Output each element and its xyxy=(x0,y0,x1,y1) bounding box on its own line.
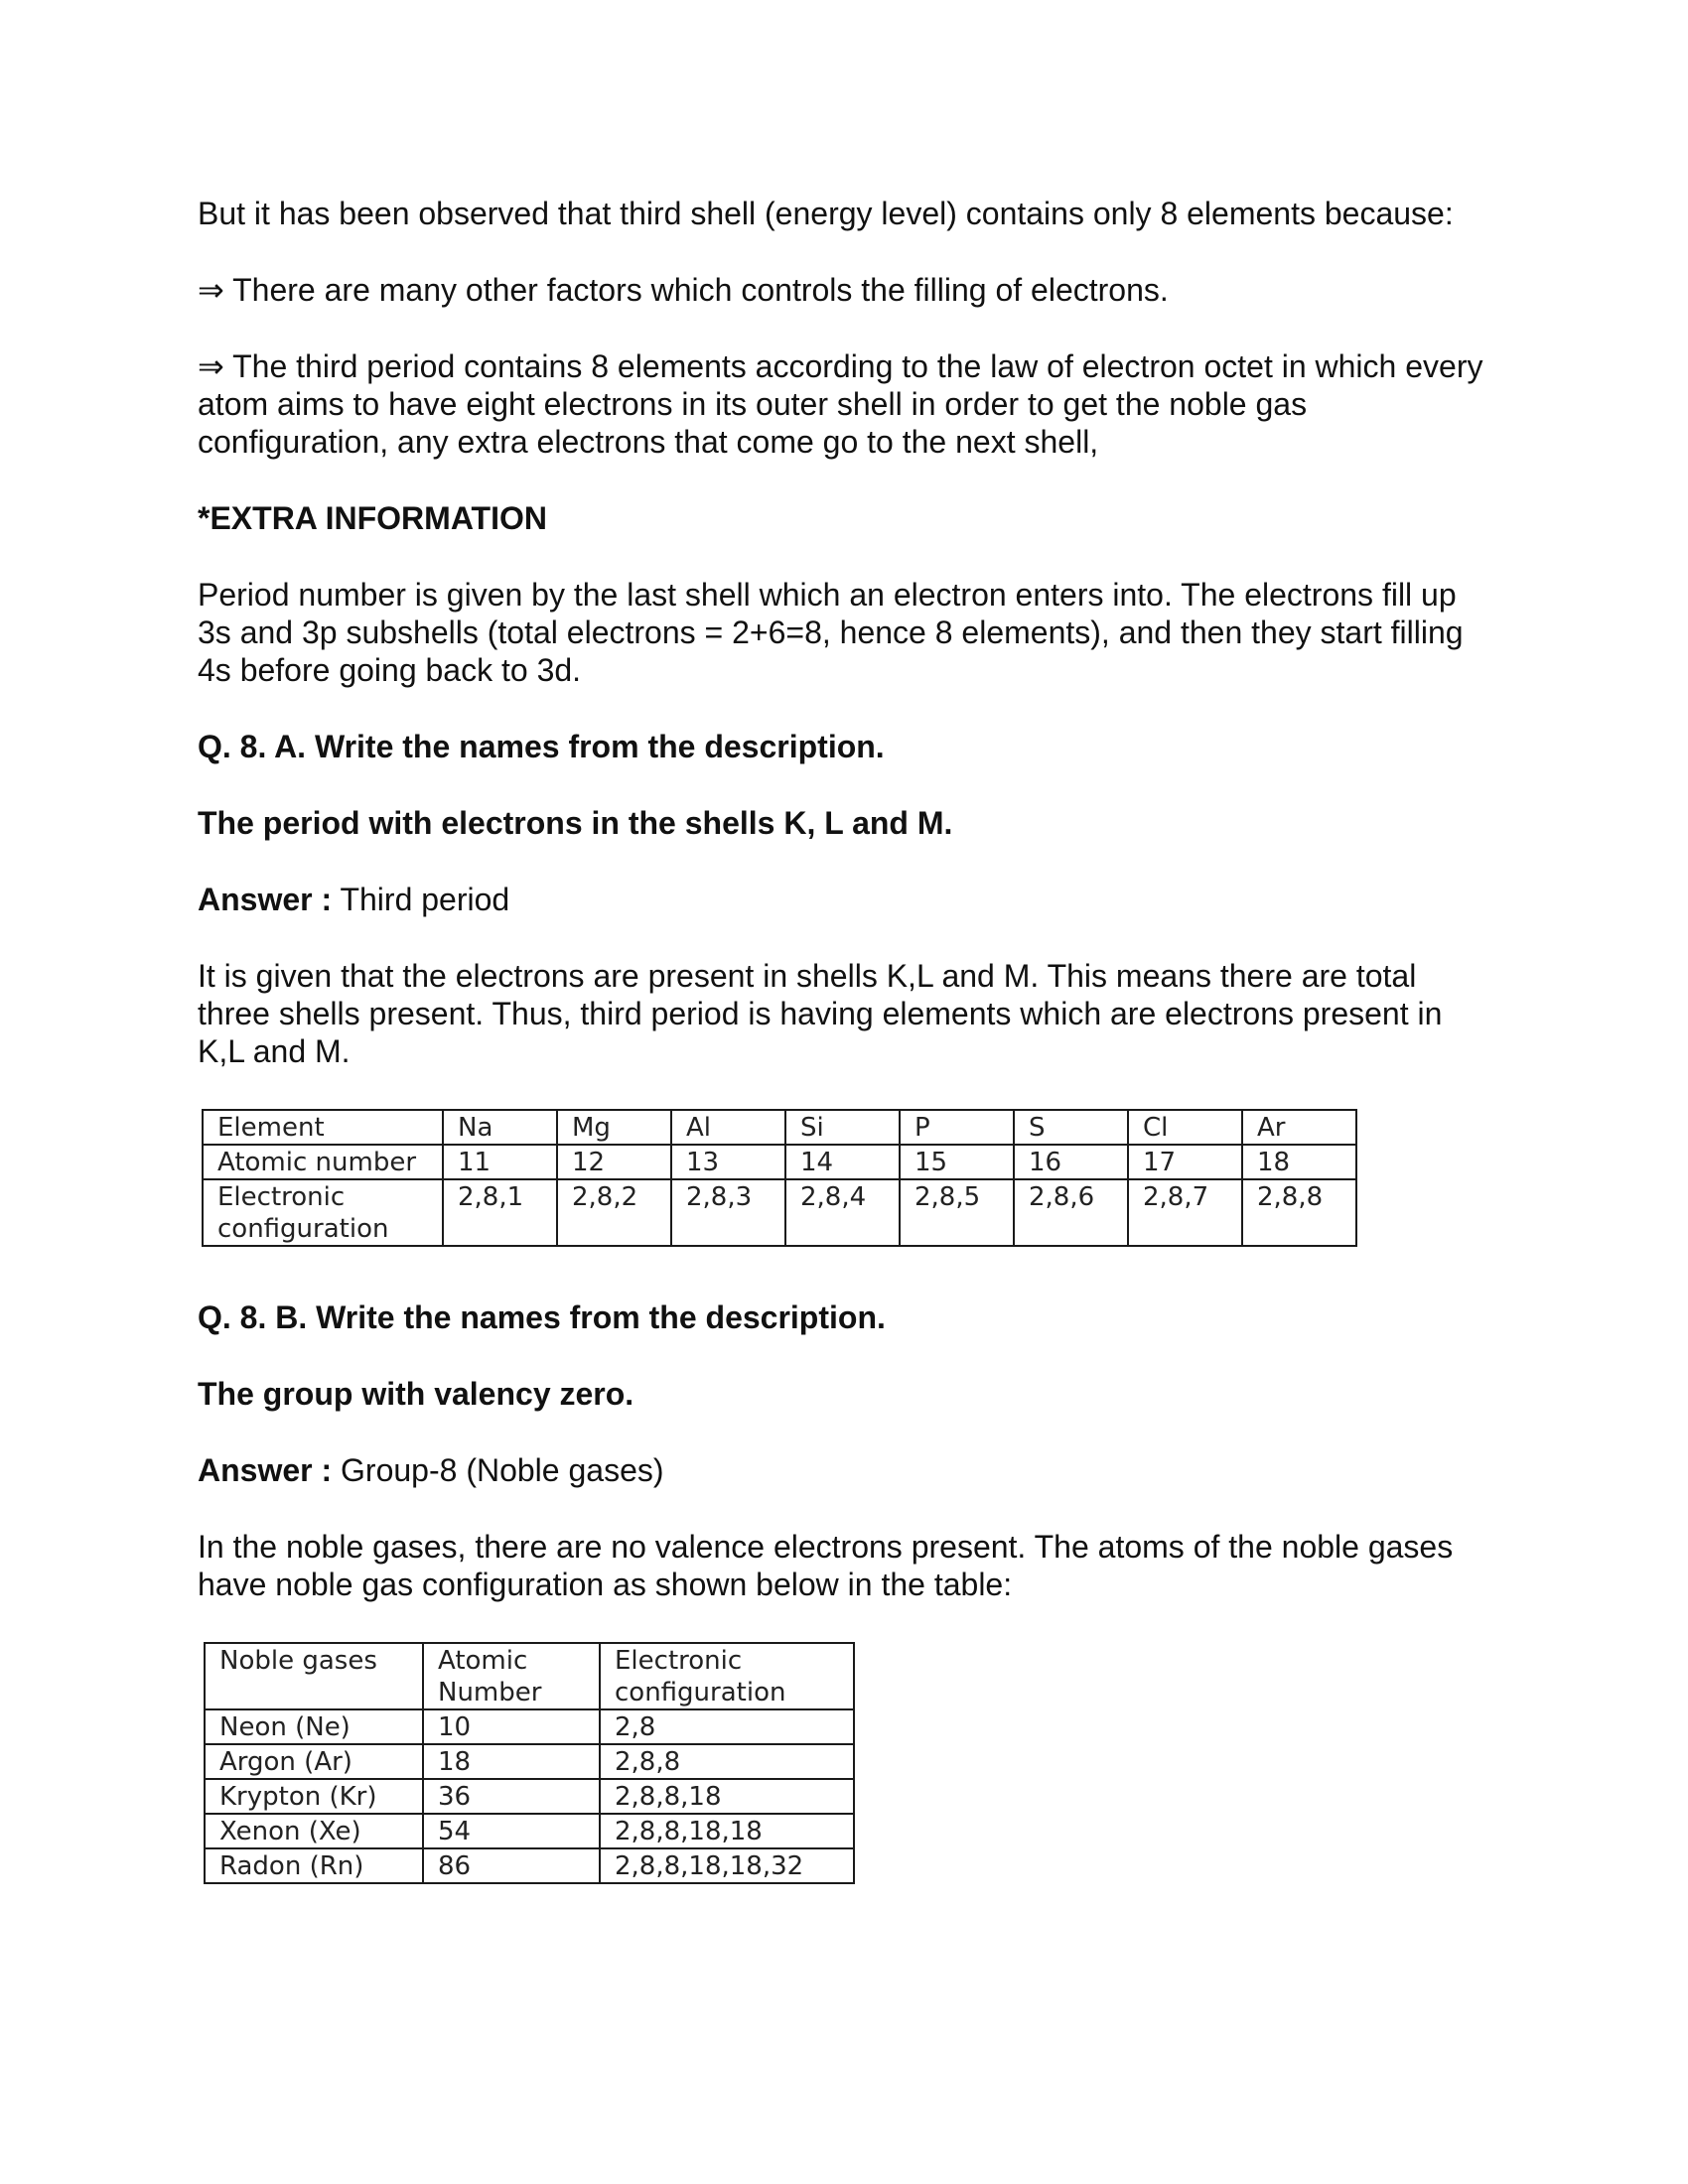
table-cell: 2,8,3 xyxy=(671,1179,785,1246)
table-cell: 18 xyxy=(423,1744,600,1779)
q8a-explanation: It is given that the electrons are present in shells K,L and M. This means there are total three shells present. Thus, third period is having elements which are electrons present in K,L and M. xyxy=(198,958,1443,1069)
table-cell: 2,8 xyxy=(600,1709,854,1744)
table-cell: 2,8,8,18,18 xyxy=(600,1814,854,1848)
table-cell: Si xyxy=(785,1110,900,1145)
row-label-atomic-number: Atomic number xyxy=(203,1145,443,1179)
table-header-row xyxy=(205,1643,854,1709)
table-row xyxy=(205,1814,854,1848)
noble-gases-table xyxy=(204,1642,855,1884)
table-row xyxy=(205,1848,854,1883)
table-row xyxy=(203,1145,1356,1179)
table-cell: 17 xyxy=(1128,1145,1242,1179)
table-row xyxy=(203,1179,1356,1246)
answer-label: Answer : xyxy=(198,1452,333,1488)
column-header: Noble gases xyxy=(205,1643,423,1709)
answer-text: Group-8 (Noble gases) xyxy=(332,1452,664,1488)
q8b-title: Q. 8. B. Write the names from the description. xyxy=(198,1299,886,1335)
document-page xyxy=(198,195,1488,1884)
table-cell: Mg xyxy=(557,1110,671,1145)
extra-info-heading: *EXTRA INFORMATION xyxy=(198,500,547,536)
column-header: Atomic Number xyxy=(423,1643,600,1709)
q8a-prompt: The period with electrons in the shells K, L and M. xyxy=(198,805,953,841)
table-cell: 2,8,8 xyxy=(1242,1179,1356,1246)
table-cell: Argon (Ar) xyxy=(205,1744,423,1779)
table-cell: 15 xyxy=(900,1145,1014,1179)
table-cell: Na xyxy=(443,1110,557,1145)
third-period-table xyxy=(202,1109,1357,1247)
table-cell: Cl xyxy=(1128,1110,1242,1145)
table-cell: 14 xyxy=(785,1145,900,1179)
q8a-title: Q. 8. A. Write the names from the description. xyxy=(198,729,885,764)
table-cell: 18 xyxy=(1242,1145,1356,1179)
table-cell: Ar xyxy=(1242,1110,1356,1145)
table-cell: 13 xyxy=(671,1145,785,1179)
table-cell: 2,8,1 xyxy=(443,1179,557,1246)
table-cell: 54 xyxy=(423,1814,600,1848)
table-row xyxy=(205,1744,854,1779)
table-cell: Al xyxy=(671,1110,785,1145)
table-cell: Neon (Ne) xyxy=(205,1709,423,1744)
table-row xyxy=(205,1779,854,1814)
table-cell: 16 xyxy=(1014,1145,1128,1179)
table-cell: 11 xyxy=(443,1145,557,1179)
table-cell: 2,8,5 xyxy=(900,1179,1014,1246)
table-cell: Krypton (Kr) xyxy=(205,1779,423,1814)
answer-label: Answer : xyxy=(198,882,333,917)
q8b-prompt: The group with valency zero. xyxy=(198,1376,634,1412)
table-row xyxy=(203,1110,1356,1145)
table-cell: 2,8,2 xyxy=(557,1179,671,1246)
table-row xyxy=(205,1709,854,1744)
table-cell: P xyxy=(900,1110,1014,1145)
column-header: Electronic configuration xyxy=(600,1643,854,1709)
row-label-element: Element xyxy=(203,1110,443,1145)
q8b-explanation: In the noble gases, there are no valence electrons present. The atoms of the noble gases have noble gas configuration as shown below in the table: xyxy=(198,1529,1454,1602)
answer-text: Third period xyxy=(332,882,510,917)
q8b-answer xyxy=(198,1451,1488,1489)
extra-info-text: Period number is given by the last shell which an electron enters into. The electrons fill up 3s and 3p subshells (total electrons = 2+6=8, hence 8 elements), and then they start filling 4s before going back to 3d. xyxy=(198,577,1464,688)
table-cell: 2,8,8 xyxy=(600,1744,854,1779)
row-label-electronic-configuration: Electronic configuration xyxy=(203,1179,443,1246)
table-cell: 2,8,4 xyxy=(785,1179,900,1246)
paragraph-other-factors: ⇒ There are many other factors which controls the filling of electrons. xyxy=(198,272,1169,308)
paragraph-third-shell: But it has been observed that third shell (energy level) contains only 8 elements because: xyxy=(198,196,1454,231)
table-cell: 2,8,7 xyxy=(1128,1179,1242,1246)
table-cell: 2,8,8,18 xyxy=(600,1779,854,1814)
paragraph-octet-law: ⇒ The third period contains 8 elements according to the law of electron octet in which every atom aims to have eight electrons in its outer shell in order to get the noble gas configuration, any extra electrons that come go to the next shell, xyxy=(198,348,1483,460)
q8a-answer xyxy=(198,881,1488,918)
table-cell: 86 xyxy=(423,1848,600,1883)
table-cell: 2,8,6 xyxy=(1014,1179,1128,1246)
table-cell: S xyxy=(1014,1110,1128,1145)
table-cell: 10 xyxy=(423,1709,600,1744)
table-cell: 12 xyxy=(557,1145,671,1179)
table-cell: 2,8,8,18,18,32 xyxy=(600,1848,854,1883)
table-cell: 36 xyxy=(423,1779,600,1814)
table-cell: Xenon (Xe) xyxy=(205,1814,423,1848)
table-cell: Radon (Rn) xyxy=(205,1848,423,1883)
